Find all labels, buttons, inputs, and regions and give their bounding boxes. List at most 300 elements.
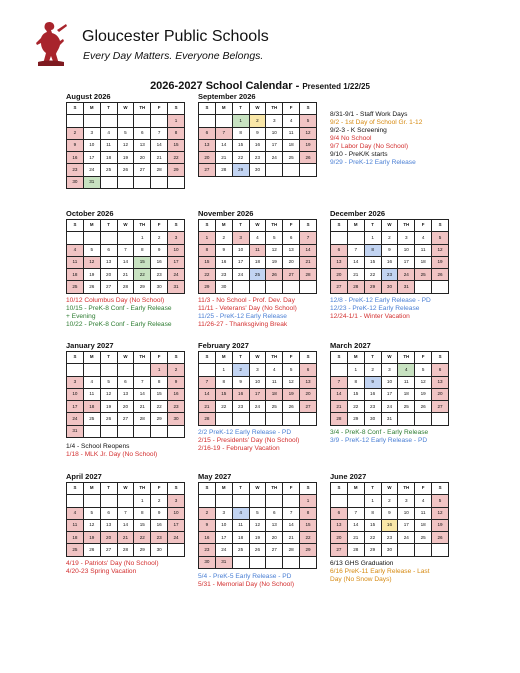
day-cell: 28: [117, 544, 134, 556]
empty-day-cell: [415, 544, 432, 556]
week-row: [331, 388, 449, 400]
day-cell: 30: [168, 413, 185, 425]
day-cell: 25: [283, 152, 300, 164]
day-cell: 31: [215, 556, 232, 568]
weekday-header: F: [415, 483, 432, 495]
week-row: [331, 364, 449, 376]
day-cell: 23: [232, 401, 249, 413]
day-cell: 9: [381, 507, 398, 519]
week-row: [199, 532, 317, 544]
weekday-header: S: [432, 220, 449, 232]
day-cell: 5: [283, 364, 300, 376]
day-cell: 3: [168, 495, 185, 507]
day-cell: 28: [300, 269, 317, 281]
day-cell: 25: [232, 544, 249, 556]
week-row: [199, 269, 317, 281]
day-cell: 10: [215, 519, 232, 531]
day-cell: 18: [415, 256, 432, 268]
day-cell: 16: [151, 256, 168, 268]
empty-day-cell: [215, 413, 232, 425]
day-cell: 20: [300, 388, 317, 400]
day-cell: 6: [283, 232, 300, 244]
day-cell: 23: [199, 544, 216, 556]
day-cell: 31: [381, 413, 398, 425]
month-jan-2027: [66, 341, 185, 438]
day-cell: 7: [134, 376, 151, 388]
empty-day-cell: [100, 232, 117, 244]
weekday-header-row: [67, 352, 185, 364]
day-cell: 15: [364, 519, 381, 531]
day-cell: 5: [117, 127, 134, 139]
weekday-header: S: [300, 220, 317, 232]
day-cell: 24: [168, 269, 185, 281]
weekday-header: F: [151, 352, 168, 364]
day-cell: 27: [117, 413, 134, 425]
day-cell: 8: [134, 244, 151, 256]
calendar-note: Day (No Snow Days): [330, 576, 392, 583]
day-cell: 10: [249, 376, 266, 388]
day-cell: 26: [266, 269, 283, 281]
day-cell: 24: [381, 401, 398, 413]
day-cell: 14: [117, 519, 134, 531]
week-row: [331, 495, 449, 507]
weekday-header: T: [364, 483, 381, 495]
empty-day-cell: [100, 364, 117, 376]
empty-day-cell: [300, 281, 317, 293]
empty-day-cell: [283, 164, 300, 176]
day-cell: 24: [266, 152, 283, 164]
empty-day-cell: [415, 413, 432, 425]
day-cell: 27: [199, 164, 216, 176]
weekday-header: T: [364, 352, 381, 364]
empty-day-cell: [168, 176, 185, 188]
week-row: [331, 281, 449, 293]
day-cell: 24: [249, 401, 266, 413]
day-cell: 29: [134, 281, 151, 293]
day-cell: 21: [199, 401, 216, 413]
day-cell: 19: [432, 519, 449, 531]
day-cell: 5: [300, 115, 317, 127]
weekday-header-row: [199, 103, 317, 115]
empty-day-cell: [300, 164, 317, 176]
month-mar-2027: [330, 341, 449, 426]
day-cell: 12: [83, 256, 100, 268]
month-table: [66, 482, 185, 557]
day-cell: 12: [83, 519, 100, 531]
week-row: [199, 376, 317, 388]
calendar-title-text: 2026-2027 School Calendar -: [150, 80, 300, 92]
day-cell: 9: [67, 139, 84, 151]
day-cell: 12: [117, 139, 134, 151]
day-cell: 18: [232, 532, 249, 544]
day-cell: 24: [398, 532, 415, 544]
day-cell: 20: [432, 388, 449, 400]
day-cell: 4: [232, 507, 249, 519]
month-table: [198, 102, 317, 177]
day-cell: 16: [168, 388, 185, 400]
day-cell: 9: [232, 376, 249, 388]
weekday-header: T: [232, 483, 249, 495]
day-cell: 30: [67, 176, 84, 188]
day-cell: 10: [67, 388, 84, 400]
day-cell: 13: [117, 388, 134, 400]
day-cell: 12: [300, 127, 317, 139]
day-cell: 2: [364, 364, 381, 376]
day-cell: 27: [331, 544, 348, 556]
day-cell: 1: [199, 232, 216, 244]
day-cell: 20: [199, 152, 216, 164]
day-cell: 18: [415, 519, 432, 531]
day-cell: 31: [168, 281, 185, 293]
day-cell: 26: [249, 544, 266, 556]
day-cell: 13: [266, 519, 283, 531]
day-cell: 2: [215, 232, 232, 244]
day-cell: 3: [249, 364, 266, 376]
day-cell: 9: [151, 507, 168, 519]
week-row: [199, 127, 317, 139]
day-cell: 27: [266, 544, 283, 556]
empty-day-cell: [100, 176, 117, 188]
weekday-header: T: [100, 352, 117, 364]
calendar-note: 10/12 Columbus Day (No School): [66, 297, 165, 304]
calendar-note: 11/3 - No School - Prof. Dev. Day: [198, 297, 295, 304]
day-cell: 5: [249, 507, 266, 519]
day-cell: 20: [100, 269, 117, 281]
week-row: [199, 544, 317, 556]
day-cell: 6: [266, 507, 283, 519]
notes-may: [198, 573, 294, 589]
day-cell: 21: [117, 269, 134, 281]
calendar-note: 5/31 - Memorial Day (No School): [198, 581, 295, 588]
day-cell: 7: [331, 376, 348, 388]
weekday-header: W: [249, 352, 266, 364]
weekday-header: TH: [266, 220, 283, 232]
day-cell: 29: [364, 281, 381, 293]
empty-day-cell: [67, 495, 84, 507]
day-cell: 27: [300, 401, 317, 413]
day-cell: 11: [83, 388, 100, 400]
day-cell: 18: [398, 388, 415, 400]
day-cell: 30: [249, 164, 266, 176]
day-cell: 23: [67, 164, 84, 176]
empty-day-cell: [117, 495, 134, 507]
day-cell: 16: [151, 519, 168, 531]
empty-day-cell: [100, 495, 117, 507]
month-feb-2027: [198, 341, 317, 426]
month-title: April 2027: [66, 472, 102, 481]
day-cell: 10: [398, 507, 415, 519]
calendar-note: 12/23 - PreK-12 Early Release: [330, 305, 420, 312]
day-cell: 7: [300, 232, 317, 244]
calendar-note: 12/24-1/1 - Winter Vacation: [330, 313, 410, 320]
day-cell: 13: [100, 256, 117, 268]
month-title: August 2026: [66, 92, 111, 101]
calendar-note: 11/11 - Veterans' Day (No School): [198, 305, 297, 312]
weekday-header: S: [199, 220, 216, 232]
empty-day-cell: [266, 495, 283, 507]
notes-feb: [198, 429, 299, 453]
day-cell: 21: [331, 401, 348, 413]
empty-day-cell: [232, 281, 249, 293]
day-cell: 11: [100, 139, 117, 151]
empty-day-cell: [266, 556, 283, 568]
day-cell: 28: [283, 544, 300, 556]
calendar-note: 2/16-19 - February Vacation: [198, 445, 280, 452]
week-row: [67, 139, 185, 151]
empty-day-cell: [117, 115, 134, 127]
day-cell: 4: [83, 376, 100, 388]
week-row: [67, 115, 185, 127]
empty-day-cell: [331, 364, 348, 376]
day-cell: 1: [134, 232, 151, 244]
week-row: [199, 232, 317, 244]
week-row: [199, 495, 317, 507]
day-cell: 29: [364, 544, 381, 556]
weekday-header: M: [215, 103, 232, 115]
month-table: [198, 351, 317, 426]
day-cell: 30: [151, 544, 168, 556]
day-cell: 26: [432, 269, 449, 281]
day-cell: 31: [67, 425, 84, 437]
weekday-header: T: [100, 220, 117, 232]
weekday-header: T: [232, 103, 249, 115]
empty-day-cell: [232, 556, 249, 568]
week-row: [67, 532, 185, 544]
empty-day-cell: [249, 556, 266, 568]
weekday-header: TH: [266, 483, 283, 495]
calendar-note: 9/7 Labor Day (No School): [330, 143, 409, 150]
week-row: [67, 388, 185, 400]
day-cell: 15: [134, 256, 151, 268]
day-cell: 27: [100, 281, 117, 293]
weekday-header: F: [151, 220, 168, 232]
empty-day-cell: [398, 413, 415, 425]
weekday-header: M: [347, 352, 364, 364]
calendar-note: 6/16 PreK-11 Early Release - Last: [330, 568, 430, 575]
empty-day-cell: [331, 495, 348, 507]
weekday-header-row: [67, 220, 185, 232]
calendar-note: 9/4 No School: [330, 135, 372, 142]
weekday-header: T: [232, 220, 249, 232]
day-cell: 14: [215, 139, 232, 151]
weekday-header-row: [199, 220, 317, 232]
weekday-header: M: [83, 352, 100, 364]
weekday-header: S: [168, 483, 185, 495]
day-cell: 21: [300, 256, 317, 268]
month-aug-2026: [66, 92, 185, 189]
weekday-header: F: [415, 220, 432, 232]
week-row: [331, 413, 449, 425]
day-cell: 19: [432, 256, 449, 268]
day-cell: 29: [232, 164, 249, 176]
month-title: November 2026: [198, 209, 254, 218]
day-cell: 13: [432, 376, 449, 388]
weekday-header: W: [249, 483, 266, 495]
empty-day-cell: [283, 281, 300, 293]
day-cell: 17: [67, 401, 84, 413]
day-cell: 2: [67, 127, 84, 139]
weekday-header: S: [300, 352, 317, 364]
day-cell: 27: [283, 269, 300, 281]
day-cell: 3: [232, 232, 249, 244]
weekday-header: S: [199, 103, 216, 115]
day-cell: 18: [83, 401, 100, 413]
day-cell: 14: [300, 244, 317, 256]
day-cell: 5: [100, 376, 117, 388]
day-cell: 13: [300, 376, 317, 388]
calendar-note: 10/22 - PreK-8 Conf - Early Release: [66, 321, 172, 328]
week-row: [199, 507, 317, 519]
day-cell: 28: [117, 281, 134, 293]
day-cell: 15: [215, 388, 232, 400]
day-cell: 21: [134, 401, 151, 413]
weekday-header: F: [151, 483, 168, 495]
calendar-note: 5/4 - PreK-5 Early Release - PD: [198, 573, 292, 580]
weekday-header-row: [331, 220, 449, 232]
day-cell: 14: [347, 519, 364, 531]
empty-day-cell: [232, 495, 249, 507]
day-cell: 9: [249, 127, 266, 139]
day-cell: 24: [232, 269, 249, 281]
weekday-header: S: [168, 220, 185, 232]
day-cell: 1: [151, 364, 168, 376]
empty-day-cell: [100, 425, 117, 437]
day-cell: 23: [215, 269, 232, 281]
day-cell: 13: [100, 519, 117, 531]
empty-day-cell: [266, 281, 283, 293]
day-cell: 26: [432, 532, 449, 544]
day-cell: 19: [415, 388, 432, 400]
month-title: September 2026: [198, 92, 256, 101]
empty-day-cell: [283, 556, 300, 568]
month-table: [66, 219, 185, 294]
day-cell: 7: [347, 244, 364, 256]
day-cell: 22: [347, 401, 364, 413]
day-cell: 22: [364, 269, 381, 281]
empty-day-cell: [151, 425, 168, 437]
weekday-header-row: [199, 352, 317, 364]
day-cell: 28: [347, 544, 364, 556]
day-cell: 22: [151, 401, 168, 413]
day-cell: 3: [398, 232, 415, 244]
week-row: [331, 544, 449, 556]
day-cell: 2: [381, 232, 398, 244]
day-cell: 23: [151, 269, 168, 281]
day-cell: 17: [249, 388, 266, 400]
empty-day-cell: [134, 176, 151, 188]
day-cell: 8: [364, 244, 381, 256]
empty-day-cell: [151, 115, 168, 127]
week-row: [67, 495, 185, 507]
day-cell: 14: [347, 256, 364, 268]
empty-day-cell: [232, 413, 249, 425]
calendar-note: 2/2 PreK-12 Early Release - PD: [198, 429, 292, 436]
weekday-header: S: [67, 103, 84, 115]
day-cell: 23: [381, 269, 398, 281]
empty-day-cell: [67, 364, 84, 376]
week-row: [67, 152, 185, 164]
day-cell: 4: [67, 244, 84, 256]
day-cell: 22: [232, 152, 249, 164]
week-row: [199, 164, 317, 176]
day-cell: 2: [249, 115, 266, 127]
day-cell: 21: [215, 152, 232, 164]
day-cell: 25: [415, 269, 432, 281]
day-cell: 7: [117, 244, 134, 256]
week-row: [199, 139, 317, 151]
weekday-header: F: [283, 220, 300, 232]
empty-day-cell: [134, 115, 151, 127]
day-cell: 19: [83, 269, 100, 281]
day-cell: 12: [432, 244, 449, 256]
school-name: Gloucester Public Schools: [82, 28, 269, 45]
day-cell: 2: [232, 364, 249, 376]
weekday-header: S: [67, 220, 84, 232]
weekday-header: F: [283, 352, 300, 364]
day-cell: 19: [117, 152, 134, 164]
day-cell: 10: [168, 507, 185, 519]
day-cell: 3: [398, 495, 415, 507]
empty-day-cell: [199, 364, 216, 376]
day-cell: 27: [134, 164, 151, 176]
day-cell: 20: [117, 401, 134, 413]
weekday-header: S: [168, 352, 185, 364]
day-cell: 16: [199, 532, 216, 544]
day-cell: 21: [283, 532, 300, 544]
day-cell: 24: [83, 164, 100, 176]
day-cell: 18: [249, 256, 266, 268]
week-row: [199, 388, 317, 400]
empty-day-cell: [117, 232, 134, 244]
calendar-note: 3/9 - PreK-12 Early Release - PD: [330, 437, 428, 444]
day-cell: 8: [347, 376, 364, 388]
month-sep-2026: [198, 92, 317, 177]
day-cell: 23: [381, 532, 398, 544]
month-table: [198, 482, 317, 569]
weekday-header: S: [168, 103, 185, 115]
day-cell: 24: [398, 269, 415, 281]
day-cell: 15: [134, 519, 151, 531]
day-cell: 30: [215, 281, 232, 293]
weekday-header: W: [249, 103, 266, 115]
day-cell: 24: [215, 544, 232, 556]
day-cell: 7: [347, 507, 364, 519]
day-cell: 20: [100, 532, 117, 544]
day-cell: 25: [83, 413, 100, 425]
empty-day-cell: [83, 115, 100, 127]
day-cell: 23: [151, 532, 168, 544]
empty-day-cell: [215, 115, 232, 127]
weekday-header: F: [151, 103, 168, 115]
week-row: [331, 269, 449, 281]
day-cell: 17: [381, 388, 398, 400]
empty-day-cell: [134, 425, 151, 437]
day-cell: 22: [364, 532, 381, 544]
day-cell: 6: [199, 127, 216, 139]
week-row: [331, 519, 449, 531]
day-cell: 25: [266, 401, 283, 413]
day-cell: 19: [266, 256, 283, 268]
day-cell: 3: [168, 232, 185, 244]
day-cell: 22: [168, 152, 185, 164]
calendar-note: 9/2 - 1st Day of School Gr. 1-12: [330, 119, 423, 126]
day-cell: 22: [215, 401, 232, 413]
week-row: [199, 519, 317, 531]
weekday-header: W: [381, 483, 398, 495]
weekday-header: M: [83, 220, 100, 232]
weekday-header: M: [83, 483, 100, 495]
day-cell: 11: [266, 376, 283, 388]
